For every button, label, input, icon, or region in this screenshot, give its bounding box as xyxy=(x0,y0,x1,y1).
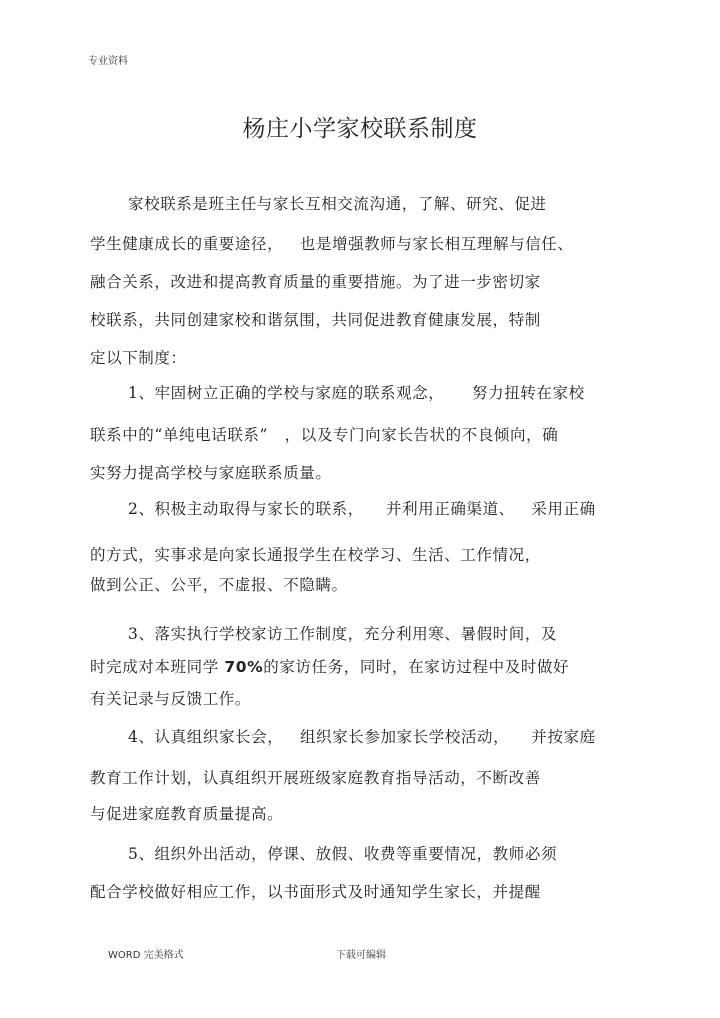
rule-1-line: 1、牢固树立正确的学校与家庭的联系观念， 努力扭转在家校 xyxy=(128,384,585,402)
paragraph-line: 定以下制度： xyxy=(90,349,187,367)
header-note: 专业资料 xyxy=(88,56,128,67)
rule-3-line: 3、落实执行学校家访工作制度，充分利用寒、暑假时间，及 xyxy=(128,625,558,643)
rule-4-line: 4、认真组织家长会， 组织家长参加家长学校活动， 并按家庭 xyxy=(128,728,596,746)
rule-1-line: 联系中的“单纯电话联系” ，以及专门向家长告状的不良倾向，确 xyxy=(90,426,559,444)
paragraph-line: 校联系，共同创建家校和谐氛围，共同促进教育健康发展，特制 xyxy=(90,311,541,329)
percentage-value: 70% xyxy=(224,658,264,676)
rule-2-line: 做到公正、公平，不虚报、不隐瞒。 xyxy=(90,576,348,594)
footer-left: WORD 完美格式 xyxy=(108,950,184,961)
rule-3-line: 有关记录与反馈工作。 xyxy=(90,690,252,708)
rule-1-line: 实努力提高学校与家庭联系质量。 xyxy=(90,464,332,482)
paragraph-line: 家校联系是班主任与家长互相交流沟通，了解、研究、促进 xyxy=(128,195,547,213)
rule-5-line: 5、组织外出活动，停课、放假、收费等重要情况，教师必须 xyxy=(128,845,558,863)
rule-3-text: 的家访任务，同时，在家访过程中及时做好 xyxy=(263,658,570,676)
rule-4-line: 与促进家庭教育质量提高。 xyxy=(90,805,284,823)
paragraph-line: 学生健康成长的重要途径， 也是增强教师与家长相互理解与信任、 xyxy=(90,235,574,253)
paragraph-line: 融合关系，改进和提高教育质量的重要措施。为了进一步密切家 xyxy=(90,273,541,291)
footer-right: 下载可编辑 xyxy=(336,950,386,961)
rule-2-line: 2、积极主动取得与家长的联系， 并利用正确渠道、 采用正确 xyxy=(128,500,596,518)
rule-3-line xyxy=(90,655,569,677)
document-title: 杨庄小学家校联系制度 xyxy=(242,116,478,142)
rule-2-line: 的方式，实事求是向家长通报学生在校学习、生活、工作情况， xyxy=(90,546,541,564)
rule-4-line: 教育工作计划，认真组织开展班级家庭教育指导活动，不断改善 xyxy=(90,769,541,787)
rule-3-text: 时完成对本班同学 xyxy=(90,658,225,676)
rule-5-line: 配合学校做好相应工作，以书面形式及时通知学生家长，并提醒 xyxy=(90,883,541,901)
